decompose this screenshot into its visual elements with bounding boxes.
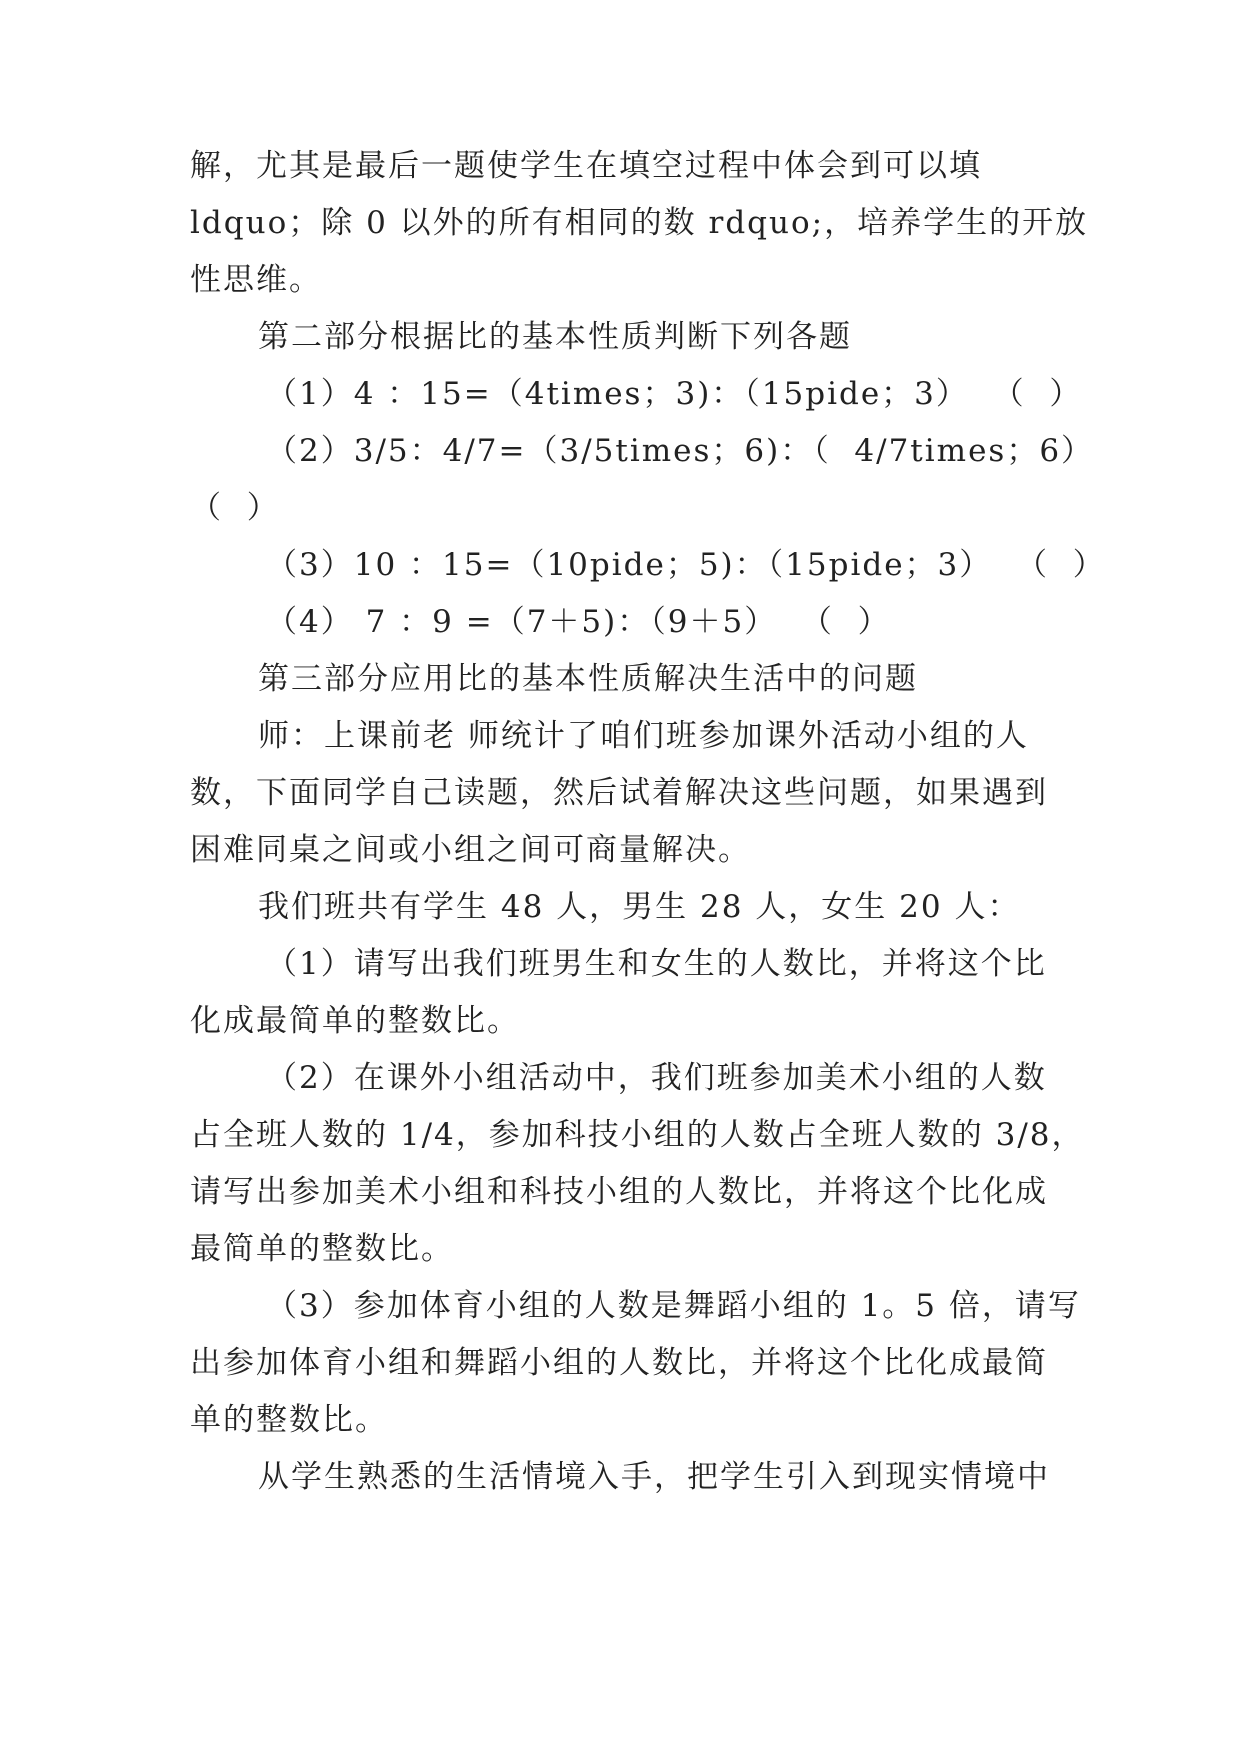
text-line: 性思维。: [190, 262, 322, 298]
problem-item: （2）在课外小组活动中，我们班参加美术小组的人数: [266, 1060, 1047, 1096]
text-line: 困难同桌之间或小组之间可商量解决。: [190, 832, 751, 868]
text-line: 解，尤其是最后一题使学生在填空过程中体会到可以填: [190, 148, 982, 184]
problem-item: （1）请写出我们班男生和女生的人数比，并将这个比: [266, 946, 1047, 982]
question-item: （3）10 ：15=（10pide；5)：（15pide；3） （ ）: [266, 547, 1106, 583]
text-line: ldquo；除 0 以外的所有相同的数 rdquo;，培养学生的开放: [190, 205, 1089, 241]
question-item: （1）4 ：15=（4times；3)：（15pide；3） （ ）: [266, 376, 1083, 412]
text-line: 数，下面同学自己读题，然后试着解决这些问题，如果遇到: [190, 775, 1048, 811]
text-line: 从学生熟悉的生活情境入手，把学生引入到现实情境中: [258, 1459, 1050, 1495]
text-line: 师：上课前老 师统计了咱们班参加课外活动小组的人: [258, 718, 1029, 754]
text-line: 占全班人数的 1/4，参加科技小组的人数占全班人数的 3/8，: [190, 1117, 1085, 1153]
question-item-continuation: （ ）: [190, 490, 280, 526]
section-heading: 第二部分根据比的基本性质判断下列各题: [258, 319, 852, 355]
problem-item: （3）参加体育小组的人数是舞蹈小组的 1。5 倍，请写: [266, 1288, 1081, 1324]
section-heading: 第三部分应用比的基本性质解决生活中的问题: [258, 661, 918, 697]
text-line: 请写出参加美术小组和科技小组的人数比，并将这个比化成: [190, 1174, 1048, 1210]
question-item: （4） 7 ：9 =（7＋5)：（9＋5） （ ）: [266, 604, 891, 640]
text-line: 最简单的整数比。: [190, 1231, 454, 1267]
text-line: 我们班共有学生 48 人，男生 28 人，女生 20 人：: [258, 889, 1021, 925]
question-item: （2）3/5：4/7=（3/5times；6)：（ 4/7times；6）: [266, 433, 1095, 469]
text-line: 化成最简单的整数比。: [190, 1003, 520, 1039]
text-line: 出参加体育小组和舞蹈小组的人数比，并将这个比化成最简: [190, 1345, 1048, 1381]
text-line: 单的整数比。: [190, 1402, 388, 1438]
